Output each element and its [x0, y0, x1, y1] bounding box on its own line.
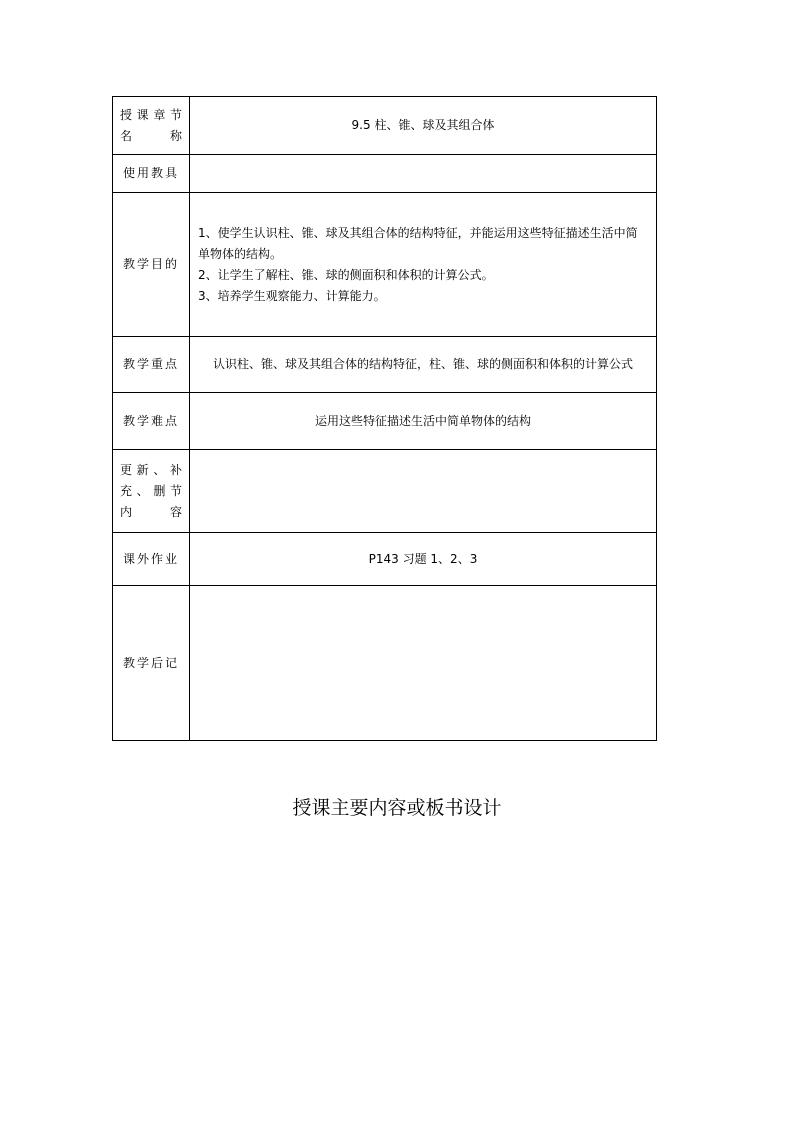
reflection-value	[190, 586, 657, 741]
key-points-value: 认识柱、锥、球及其组合体的结构特征，柱、锥、球的侧面积和体积的计算公式	[190, 337, 657, 393]
difficulties-value: 运用这些特征描述生活中简单物体的结构	[190, 393, 657, 450]
row-updates	[113, 450, 657, 533]
row-key-points	[113, 337, 657, 393]
label-key-points: 教学重点	[113, 337, 190, 393]
label-objectives: 教学目的	[113, 193, 190, 337]
objective-item: 1、使学生认识柱、锥、球及其组合体的结构特征，并能运用这些特征描述生活中简单物体的结构。	[198, 225, 638, 261]
objective-item: 3、培养学生观察能力、计算能力。	[198, 288, 386, 303]
board-design-title: 授课主要内容或板书设计	[292, 797, 502, 819]
label-line: 内 容	[120, 504, 182, 519]
homework-value: P143 习题 1、2、3	[190, 533, 657, 586]
label-line: 更新、补	[120, 462, 182, 477]
objective-item: 2、让学生了解柱、锥、球的侧面积和体积的计算公式。	[198, 267, 494, 282]
label-line: 名 称	[120, 128, 182, 143]
row-objectives	[113, 193, 657, 337]
label-updates	[113, 450, 190, 533]
teaching-aids-value	[190, 155, 657, 193]
row-difficulties	[113, 393, 657, 450]
row-reflection	[113, 586, 657, 741]
label-teaching-aids: 使用教具	[113, 155, 190, 193]
label-line: 充、删节	[120, 483, 182, 498]
label-difficulties: 教学难点	[113, 393, 190, 450]
label-reflection: 教学后记	[113, 586, 190, 741]
label-chapter-name	[113, 97, 190, 155]
row-teaching-aids	[113, 155, 657, 193]
updates-value	[190, 450, 657, 533]
row-homework	[113, 533, 657, 586]
row-chapter-name	[113, 97, 657, 155]
label-homework: 课外作业	[113, 533, 190, 586]
label-line: 授课章节	[120, 107, 182, 122]
chapter-name-value: 9.5 柱、锥、球及其组合体	[190, 97, 657, 155]
lesson-plan-table	[112, 96, 657, 741]
objectives-value	[190, 193, 657, 337]
